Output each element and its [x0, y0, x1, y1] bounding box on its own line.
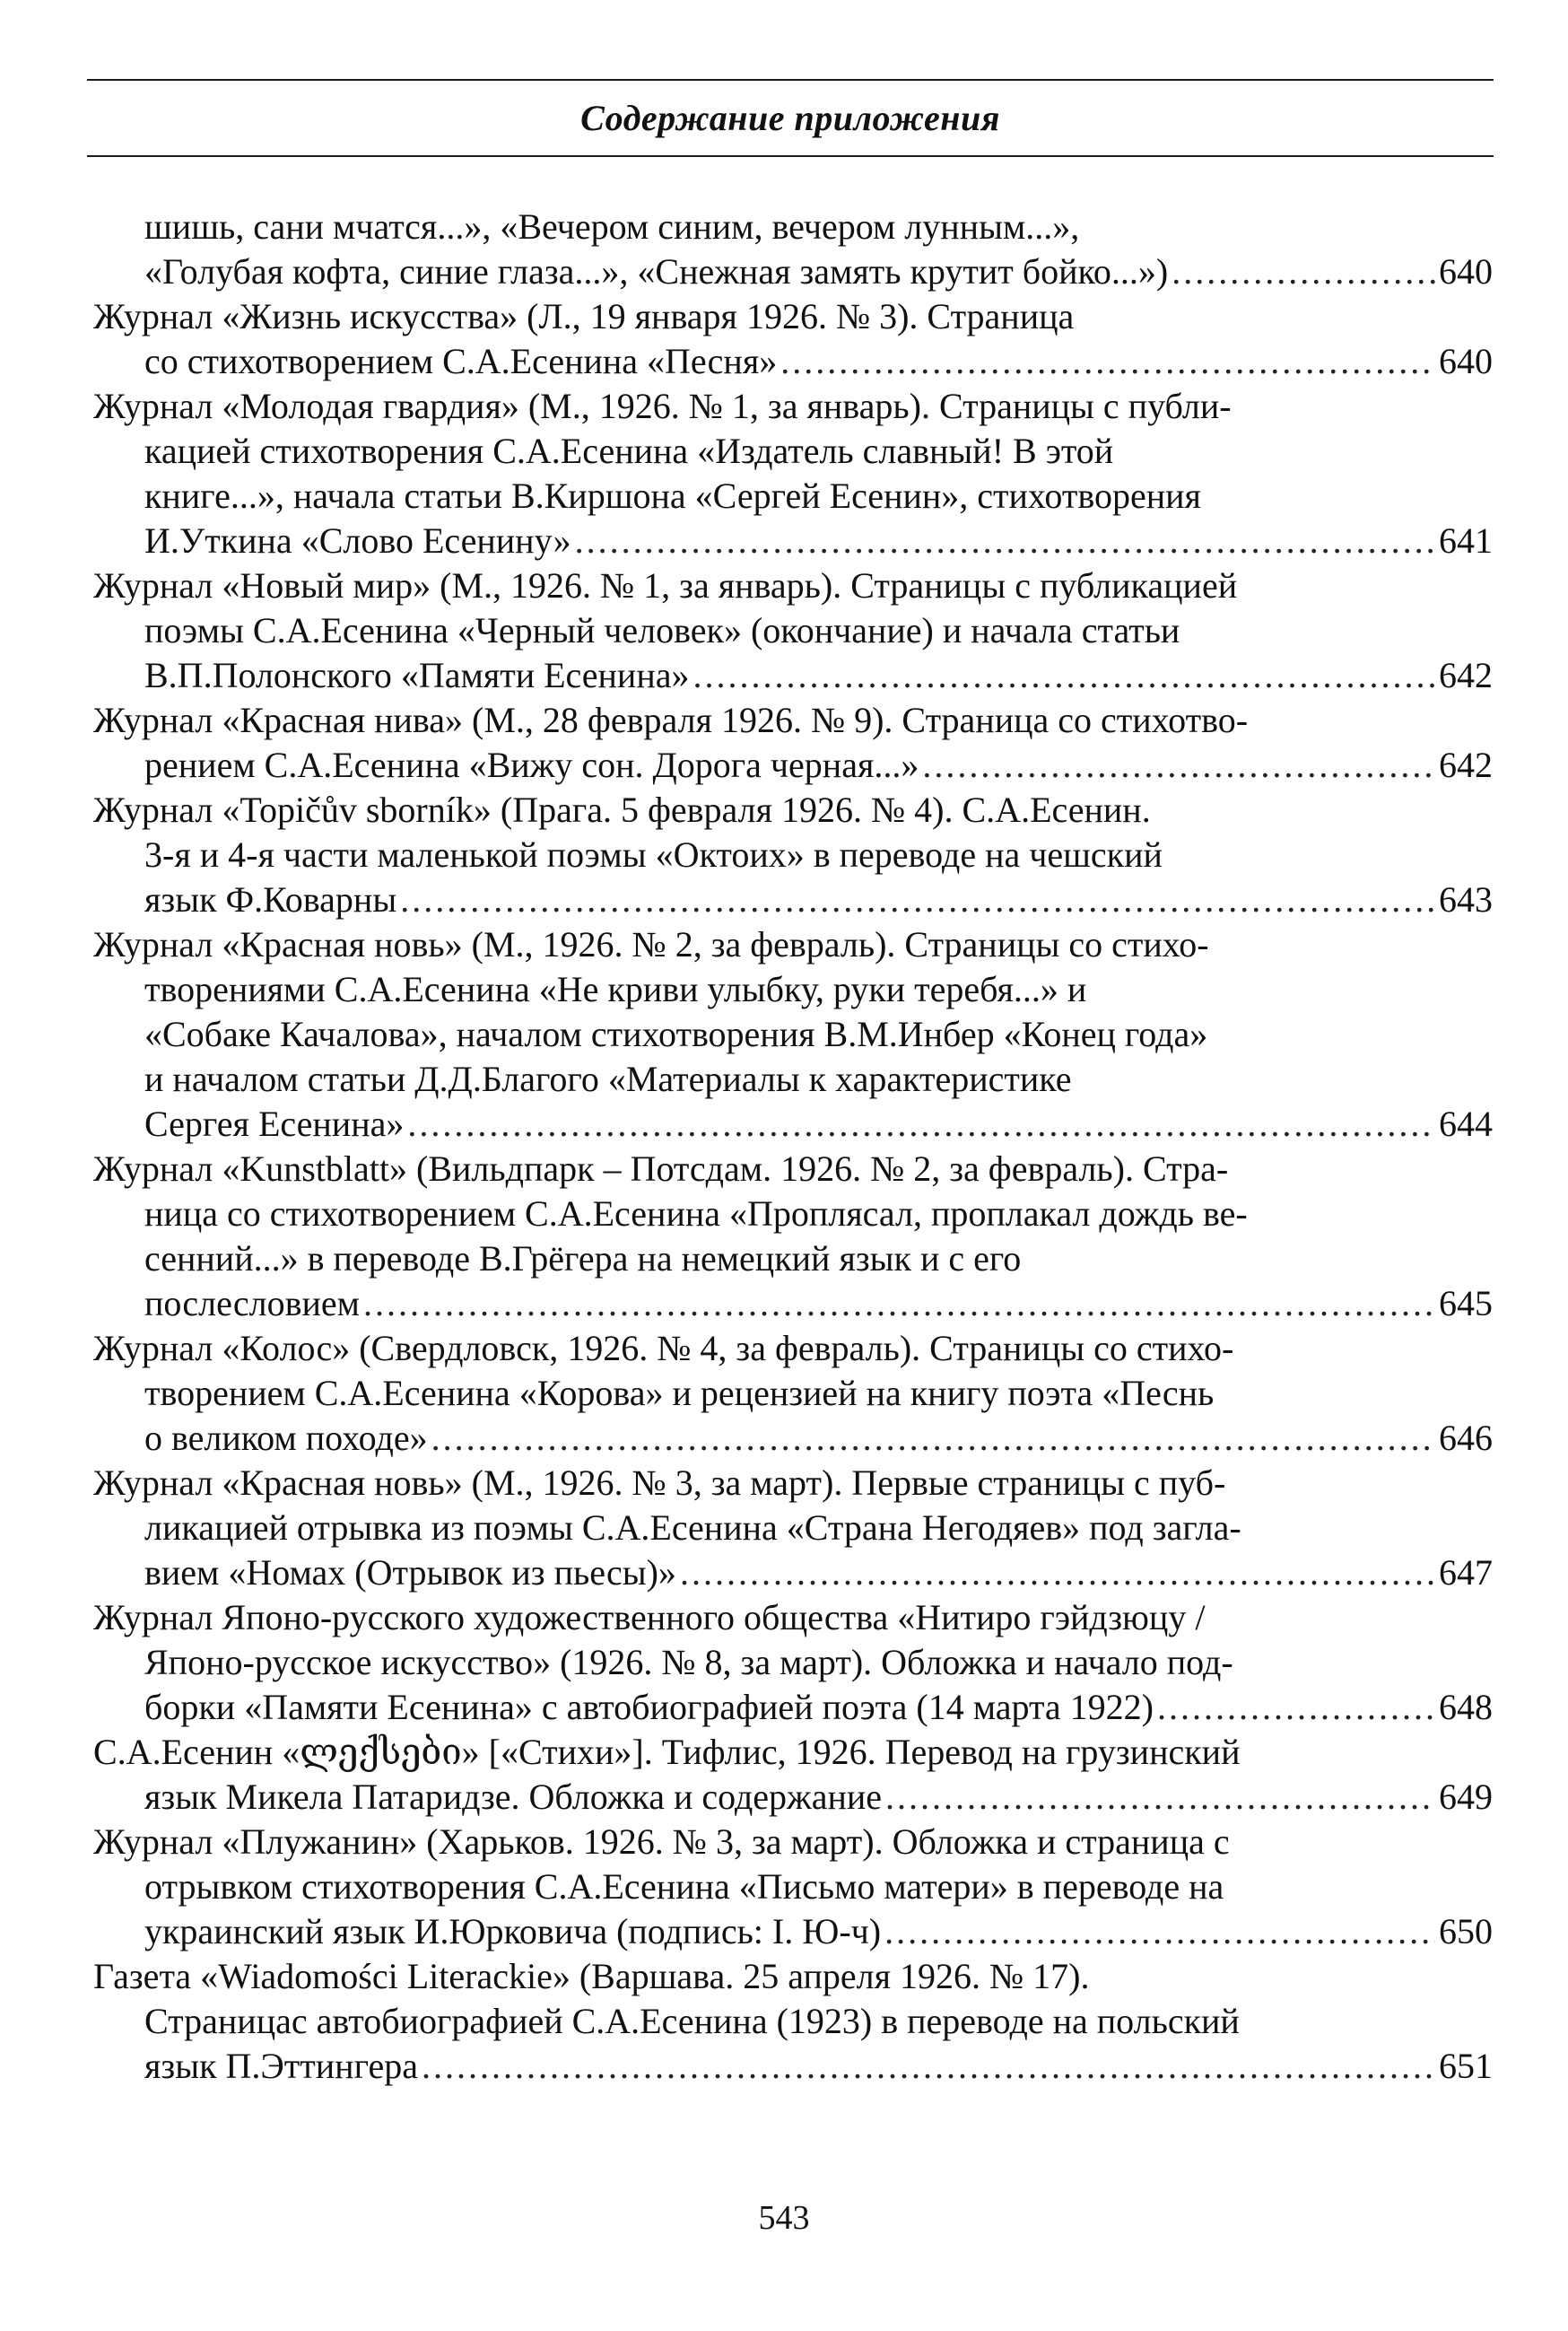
toc-page-number: 650 — [1439, 1911, 1493, 1951]
toc-entry-text: послесловием — [144, 1283, 360, 1323]
toc-page-number: 642 — [1439, 655, 1493, 695]
dot-leader — [422, 2044, 1435, 2089]
toc-page-number: 642 — [1439, 745, 1493, 785]
dot-leader — [922, 743, 1435, 788]
toc-entry-line: ница со стихотворением С.А.Есенина «Проплясал, проплакал дождь ве- — [144, 1193, 1248, 1234]
toc-entry-line: Журнал «Колос» (Свердловск, 1926. № 4, за февраль). Страницы со стихо- — [93, 1328, 1234, 1368]
dot-leader — [407, 1102, 1435, 1147]
toc-entry-line: шишь, сани мчатся...», «Вечером синим, вечером лунным...», — [144, 206, 1080, 247]
toc-page-number: 646 — [1439, 1418, 1493, 1458]
toc-entry — [93, 1820, 1493, 1954]
toc-entry-line: Японо-русское искусство» (1926. № 8, за март). Обложка и начало под- — [144, 1642, 1233, 1682]
toc-entry-final-line — [93, 2044, 1493, 2089]
toc-entry-line: кацией стихотворения С.А.Есенина «Издатель славный! В этой — [144, 431, 1114, 471]
toc-entry — [93, 384, 1493, 563]
toc-entry-line: Журнал «Kunstblatt» (Вильдпарк – Потсдам. 1926. № 2, за февраль). Стра- — [93, 1148, 1229, 1189]
dot-leader — [1157, 1685, 1435, 1730]
toc-entry-line: Журнал «Красная нива» (М., 28 февраля 1926. № 9). Страница со стихотво- — [93, 700, 1249, 740]
toc-entry — [93, 698, 1493, 788]
toc-entry-line: Журнал «Красная новь» (М., 1926. № 3, за март). Первые страницы с пуб- — [93, 1462, 1226, 1503]
toc-entry-line: творениями С.А.Есенина «Не криви улыбку, руки теребя...» и — [144, 969, 1087, 1009]
toc-entry-final-line — [93, 1416, 1493, 1461]
dot-leader — [693, 653, 1436, 698]
dot-leader — [680, 1550, 1435, 1595]
toc-entry-line: Журнал «Жизнь искусства» (Л., 19 января 1926. № 3). Страница — [93, 296, 1075, 336]
toc-entry-line: Журнал «Красная новь» (М., 1926. № 2, за февраль). Страницы со стихо- — [93, 924, 1209, 965]
toc-entry-final-line — [93, 743, 1493, 788]
toc-page-number: 645 — [1439, 1283, 1493, 1323]
header-top-rule — [87, 79, 1494, 81]
toc-entry-text: борки «Памяти Есенина» с автобиографией поэта (14 марта 1922) — [144, 1687, 1154, 1727]
dot-leader — [363, 1281, 1435, 1326]
toc-entry-text: Сергея Есенина» — [144, 1104, 405, 1144]
toc-entry-line: Журнал «Topičův sborník» (Прага. 5 февраля 1926. № 4). С.А.Есенин. — [93, 790, 1151, 830]
toc-entry — [93, 788, 1493, 922]
toc-entry-line: сенний...» в переводе В.Грёгера на немецкий язык и с его — [144, 1238, 1022, 1279]
toc-entry-line: Журнал «Плужанин» (Харьков. 1926. № 3, за март). Обложка и страница с — [93, 1821, 1230, 1862]
toc-entry-final-line — [93, 249, 1493, 294]
dot-leader — [400, 877, 1435, 922]
toc-entry — [93, 1954, 1493, 2089]
dot-leader — [780, 339, 1435, 384]
toc-page-number: 640 — [1439, 251, 1493, 292]
toc-entry-line: книге...», начала статьи В.Киршона «Сергей Есенин», стихотворения — [144, 476, 1201, 516]
toc-entry-line: 3-я и 4-я части маленькой поэмы «Октоих» в переводе на чешский — [144, 834, 1163, 875]
toc-entry — [93, 205, 1493, 294]
toc-page-number: 640 — [1439, 341, 1493, 381]
toc-entry-text: В.П.Полонского «Памяти Есенина» — [144, 655, 690, 695]
toc-page-number: 641 — [1439, 520, 1493, 561]
toc-entry — [93, 563, 1493, 698]
toc-entry-line: С.А.Есенин «ლექსები» [«Стихи»]. Тифлис, 1926. Перевод на грузинский — [93, 1732, 1241, 1772]
toc-entry-text: со стихотворением С.А.Есенина «Песня» — [144, 341, 778, 381]
toc-entry-text: язык Ф.Коварны — [144, 879, 397, 920]
dot-leader — [431, 1416, 1435, 1461]
toc-entry-final-line — [93, 877, 1493, 922]
toc-entry-line: поэмы С.А.Есенина «Черный человек» (окончание) и начала статьи — [144, 610, 1180, 650]
toc-entry-text: рением С.А.Есенина «Вижу сон. Дорога черная...» — [144, 745, 919, 785]
toc-entry-line: Журнал Японо-русского художественного общества «Нитиро гэйдзюцу / — [93, 1597, 1206, 1637]
toc-entry-line: Газета «Wiadomości Literackie» (Варшава. 25 апреля 1926. № 17). — [93, 1956, 1090, 1996]
header-bottom-rule — [87, 155, 1494, 157]
dot-leader — [884, 1909, 1435, 1954]
toc-page-number: 643 — [1439, 879, 1493, 920]
toc-entry-line: Страницас автобиографией С.А.Есенина (1923) в переводе на польский — [144, 2001, 1240, 2041]
toc-page-number: 648 — [1439, 1687, 1493, 1727]
page-number: 543 — [758, 2199, 810, 2237]
toc-entry-final-line — [93, 1775, 1493, 1820]
toc-entry — [93, 1147, 1493, 1326]
toc-entry-final-line — [93, 1102, 1493, 1147]
toc-entry-text: вием «Номах (Отрывок из пьесы)» — [144, 1552, 676, 1593]
toc-page-number: 651 — [1439, 2046, 1493, 2086]
toc-entry-text: язык П.Эттингера — [144, 2046, 418, 2086]
dot-leader — [1172, 249, 1435, 294]
toc-entry-line: ликацией отрывка из поэмы С.А.Есенина «Страна Негодяев» под загла- — [144, 1507, 1241, 1548]
toc-entry-text: о великом походе» — [144, 1418, 428, 1458]
toc-entry-final-line — [93, 653, 1493, 698]
toc-entry — [93, 1326, 1493, 1461]
dot-leader — [885, 1775, 1435, 1820]
toc-entry-final-line — [93, 1685, 1493, 1730]
toc-entry-line: и началом статьи Д.Д.Благого «Материалы к характеристике — [144, 1059, 1072, 1099]
toc-entry — [93, 294, 1493, 384]
toc-entry-final-line — [93, 1550, 1493, 1595]
dot-leader — [575, 519, 1435, 563]
running-title: Содержание приложения — [580, 98, 1000, 138]
toc-entry — [93, 1595, 1493, 1730]
toc-entry-line: творением С.А.Есенина «Корова» и рецензией на книгу поэта «Песнь — [144, 1373, 1215, 1413]
toc-page-number: 644 — [1439, 1104, 1493, 1144]
toc-entry-line: Журнал «Новый мир» (М., 1926. № 1, за январь). Страницы с публикацией — [93, 565, 1238, 606]
toc-entry — [93, 1461, 1493, 1595]
toc-entry-final-line — [93, 1909, 1493, 1954]
toc-entry-text: язык Микела Патаридзе. Обложка и содержание — [144, 1777, 883, 1817]
toc-entry-final-line — [93, 519, 1493, 563]
toc-page-number: 649 — [1439, 1777, 1493, 1817]
toc-page-number: 647 — [1439, 1552, 1493, 1593]
toc-entry-line: Журнал «Молодая гвардия» (М., 1926. № 1, за январь). Страницы с публи- — [93, 386, 1232, 426]
toc-entry — [93, 1730, 1493, 1820]
toc-entry-text: «Голубая кофта, синие глаза...», «Снежная замять крутит бойко...») — [144, 251, 1169, 292]
toc-entry — [93, 922, 1493, 1147]
toc-entry-line: «Собаке Качалова», началом стихотворения В.М.Инбер «Конец года» — [144, 1014, 1208, 1054]
toc-entry-final-line — [93, 1281, 1493, 1326]
toc-entry-line: отрывком стихотворения С.А.Есенина «Письмо матери» в переводе на — [144, 1866, 1224, 1907]
toc-entry-text: украинский язык И.Юрковича (подпись: І. Ю-ч) — [144, 1911, 882, 1951]
toc-entry-text: И.Уткина «Слово Есенину» — [144, 520, 571, 561]
toc-entry-final-line — [93, 339, 1493, 384]
table-of-contents — [93, 205, 1493, 2089]
